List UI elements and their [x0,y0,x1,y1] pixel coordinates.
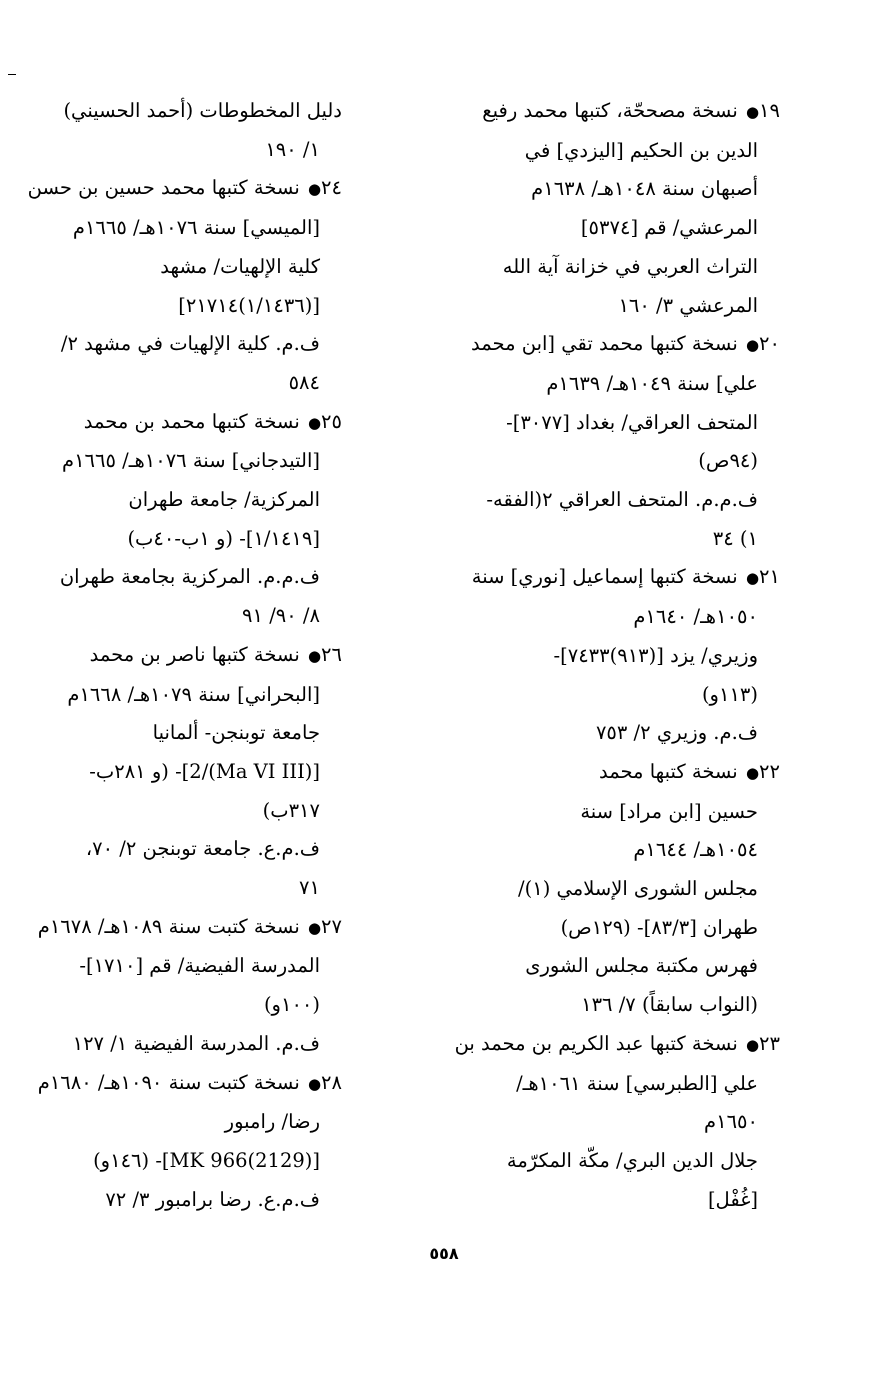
entry-line: [الميسي] سنة ١٠٧٦هـ/ ١٦٦٥م [72,216,320,240]
entry-number: ١٩ [759,99,780,122]
margin-mark [8,74,16,75]
entry-line: ١) ٣٤ [712,526,758,550]
bullet-icon: ● [745,569,760,588]
entry-line: ١٦٥٠م [704,1110,758,1134]
entry-line: نسخة كتبها محمد حسين بن حسن [27,176,300,200]
entry-line: ١/ ١٩٠ [265,137,320,161]
entry-line: نسخة كتبها محمد تقي [ابن محمد [470,332,738,356]
entry-number: ٢١ [759,565,780,589]
entry-line: جامعة توبنجن- ألمانيا [152,721,320,745]
entry-line: ف.م.م. المركزية بجامعة طهران [59,565,320,589]
bullet-icon: ● [307,180,322,199]
entry-line: [(١/١٤٣٦)٢١٧١٤] [178,293,320,317]
entry-line: [(2129)966 MK]- (١٤٦و) [93,1148,320,1172]
entry-line: حسين [ابن مراد] سنة [580,799,758,823]
entry-line: مجلس الشورى الإسلامي (١)/ [518,877,758,901]
entry-line: المرعشي/ قم [٥٣٧٤] [580,216,758,240]
entry-line: الدين بن الحكيم [اليزدي] في [524,138,758,162]
bullet-icon: ● [307,918,322,937]
entry-line: ١٠٥٠هـ/ ١٦٤٠م [633,605,758,629]
entry-line: [(Ma VI III)/2]- (و ٢٨١ب- [89,759,320,783]
entry-line: [التيدجاني] سنة ١٠٧٦هـ/ ١٦٦٥م [62,449,320,473]
entry-19 [420,92,780,325]
entry-23 [420,1025,780,1220]
page-number: ٥٥٨ [429,1244,459,1263]
entry-number: ٢٣ [759,1031,780,1055]
bullet-icon: ● [307,413,322,432]
entry-line: [غُفْل] [707,1187,758,1211]
entry-line: وزيري/ يزد [(٩١٣)٧٤٣٣]- [553,643,758,667]
entry-line: علي] سنة ١٠٤٩هـ/ ١٦٣٩م [546,371,758,395]
entry-line: نسخة كتبها إسماعيل [نوري] سنة [471,565,738,589]
entry-line: (١١٣و) [701,682,758,706]
entry-25 [42,403,342,636]
entry-line: ٧١ [299,876,320,900]
entry-20 [420,325,780,558]
entry-line: ٣١٧ب) [262,798,320,822]
entry-21 [420,558,780,753]
entry-line: أصبهان سنة ١٠٤٨هـ/ ١٦٣٨م [531,177,758,201]
entry-number: ٢٠ [759,332,780,356]
entry-line: المرعشي ٣/ ١٦٠ [618,293,758,317]
entry-line: علي [الطبرسي] سنة ١٠٦١هـ/ [516,1071,758,1095]
entry-line: التراث العربي في خزانة آية الله [502,254,758,278]
bullet-icon: ● [307,1074,322,1093]
entry-line: (٩٤ص) [698,449,758,473]
entry-27 [37,908,342,1064]
entry-line: المدرسة الفيضية/ قم [١٧١٠]- [79,954,320,978]
entry-line: المركزية/ جامعة طهران [128,488,320,512]
entry-line: [البحراني] سنة ١٠٧٩هـ/ ١٦٦٨م [67,682,320,706]
entry-line: نسخة كتبت سنة ١٠٨٩هـ/ ١٦٧٨م [37,914,300,938]
entry-line: ف.م. المدرسة الفيضية ١/ ١٢٧ [72,1031,320,1055]
entry-number: ٢٥ [321,409,342,433]
entry-line: فهرس مكتبة مجلس الشورى [525,954,758,978]
entry-line: جلال الدين البري/ مكّة المكرّمة [506,1148,758,1172]
entry-line: ف.م. كلية الإلهيات في مشهد ٢/ [60,332,320,356]
entry-line: ١٠٥٤هـ/ ١٦٤٤م [633,838,758,862]
entry-line: ٥٨٤ [288,370,320,394]
entry-26 [42,636,342,908]
entry-line: ٨/ ٩٠/ ٩١ [242,604,320,628]
entry-line: المتحف العراقي/ بغداد [٣٠٧٧]- [506,410,758,434]
entry-line: نسخة كتبها محمد بن محمد [83,409,300,433]
entry-line: (١٠٠و) [263,993,320,1017]
bullet-icon: ● [307,646,322,665]
entry-24 [27,169,342,402]
entry-line: نسخة مصححّة، كتبها محمد رفيع [482,99,738,122]
entry-number: ٢٤ [321,176,342,200]
entry-line: نسخة كتبت سنة ١٠٩٠هـ/ ١٦٨٠م [37,1070,300,1094]
entry-number: ٢٢ [759,759,780,783]
entry-number: ٢٧ [321,914,342,938]
entry-line: ف.م.م. المتحف العراقي ٢(الفقه- [486,488,758,512]
entry-22 [420,753,780,1025]
entry-line: ف.م.ع. رضا برامبور ٣/ ٧٢ [105,1187,320,1211]
entry-line: نسخة كتبها محمد [598,759,738,783]
entry-line: رضا/ رامبور [224,1110,320,1134]
entry-19-continued [42,92,342,169]
entry-number: ٢٨ [321,1070,342,1094]
entry-line: [١/١٤١٩]- (و ١ب-٤٠ب) [127,526,320,550]
entry-28 [37,1064,342,1220]
bullet-icon: ● [745,1035,760,1054]
right-column [420,92,780,1219]
bullet-icon: ● [745,763,760,782]
entry-line: كلية الإلهيات/ مشهد [160,254,320,278]
bullet-icon: ● [745,103,760,121]
entry-line: ف.م. وزيري ٢/ ٧٥٣ [595,721,758,745]
entry-line: طهران [٨٣/٣]- (١٢٩ص) [560,915,758,939]
left-column [27,92,342,1219]
entry-line: ف.م.ع. جامعة توبنجن ٢/ ٧٠، [85,837,320,861]
entry-line: (النواب سابقاً) ٧/ ١٣٦ [581,993,758,1017]
entry-line: نسخة كتبها عبد الكريم بن محمد بن [454,1031,738,1055]
entry-number: ٢٦ [321,642,342,666]
entry-line: نسخة كتبها ناصر بن محمد [89,642,300,666]
bullet-icon: ● [745,336,760,355]
entry-line: دليل المخطوطات (أحمد الحسيني) [63,99,342,122]
